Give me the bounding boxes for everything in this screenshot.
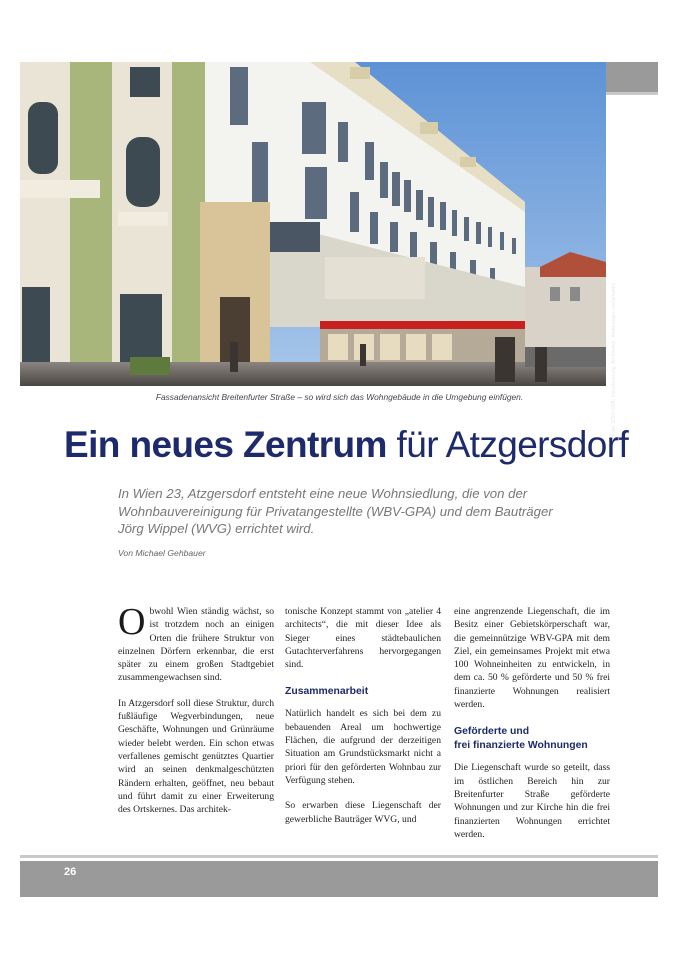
headline-light: für Atzgersdorf <box>396 424 629 465</box>
paragraph <box>118 601 274 685</box>
subheading <box>454 725 610 753</box>
page-number: 26 <box>64 866 77 878</box>
subheading-line: frei finanzierte Wohnungen <box>454 740 588 752</box>
paragraph: Die Liegenschaft wurde so geteilt, dass im östlichen Bereich hin zur Breitenfurter Straße geförderte Wohnungen und zur Kirche hin die frei finanzierten Wohnungen errichtet werden. <box>454 762 610 840</box>
lead-paragraph: In Wien 23, Atzgersdorf entsteht eine neue Wohnsiedlung, die von der Wohnbauvereinigung für Privatangestellte (WBV-GPA) und dem Bauträger Jörg Wippel (WVG) errichtet wird. <box>118 486 553 536</box>
corner-tab <box>606 62 658 92</box>
author-byline: Von Michael Gehbauer <box>118 548 206 558</box>
paragraph: eine angrenzende Liegenschaft, die im Besitz einer Gebietskörperschaft war, die gemeinnützige WBV-GPA mit dem Ziel, ein gemeinsames Projekt mit etwa 100 Wohneinheiten zu entwickeln, in dem ca. 50 % geförderte und 50 % frei finanzierte Wohnungen realisiert werden. <box>454 606 610 711</box>
paragraph: In Atzgersdorf soll diese Struktur, durch fußläufige Wegverbindungen, neue Geschäfte, Wohnungen und Grünräume wieder belebt werden. Ein schon etwas verfallenes gemischt genütztes Quartier wird an seinen denkmalgeschützten Rändern erhalten, geöffnet, neu bebaut und führt damit zu einer Erweiterung des Ortskernes. Das architek- <box>118 697 274 816</box>
footer-bar <box>20 861 658 897</box>
paragraph: So erwarben diese Liegenschaft der gewerbliche Bauträger WVG, und <box>285 800 441 825</box>
article-column-1 <box>118 601 274 828</box>
headline-bold: Ein neues Zentrum <box>64 424 387 465</box>
building-visualization <box>20 62 606 386</box>
paragraph: tonische Konzept stammt von „atelier 4 architects“, die mit dieser Idee als Sieger eines städtebaulichen Gutachterverfahrens hervorgegangen sind. <box>285 606 441 671</box>
paragraph-text: bwohl Wien ständig wächst, so ist trotzdem noch an einigen Orten die frühere Struktur von einzelnen Dörfern erkennbar, die erst später zu einem großen Stadtgebiet zusammengewachsen sind. <box>118 606 274 684</box>
article-column-2 <box>285 605 441 838</box>
photo-credit: Foto: WBV-GPA, Visualisierung, Architektur: Anderungen vorbehalten <box>611 282 617 436</box>
headline <box>64 418 629 472</box>
corner-tab-rule <box>606 92 658 95</box>
dropcap: O <box>118 601 146 643</box>
photo-caption: Fassadenansicht Breitenfurter Straße – so wird sich das Wohngebäude in die Umgebung einfügen. <box>155 392 524 402</box>
article-column-3 <box>454 605 610 853</box>
footer-rule <box>20 855 658 858</box>
subheading-line: Geförderte und <box>454 726 530 738</box>
subheading: Zusammenarbeit <box>285 686 369 698</box>
paragraph: Natürlich handelt es sich bei dem zu bebauenden Areal um hochwertige Flächen, die aufgrund der derzeitigen Situation am Grundstücksmarkt nicht a priori für den geförderten Wohnbau zur Verfügung stehen. <box>285 708 441 786</box>
